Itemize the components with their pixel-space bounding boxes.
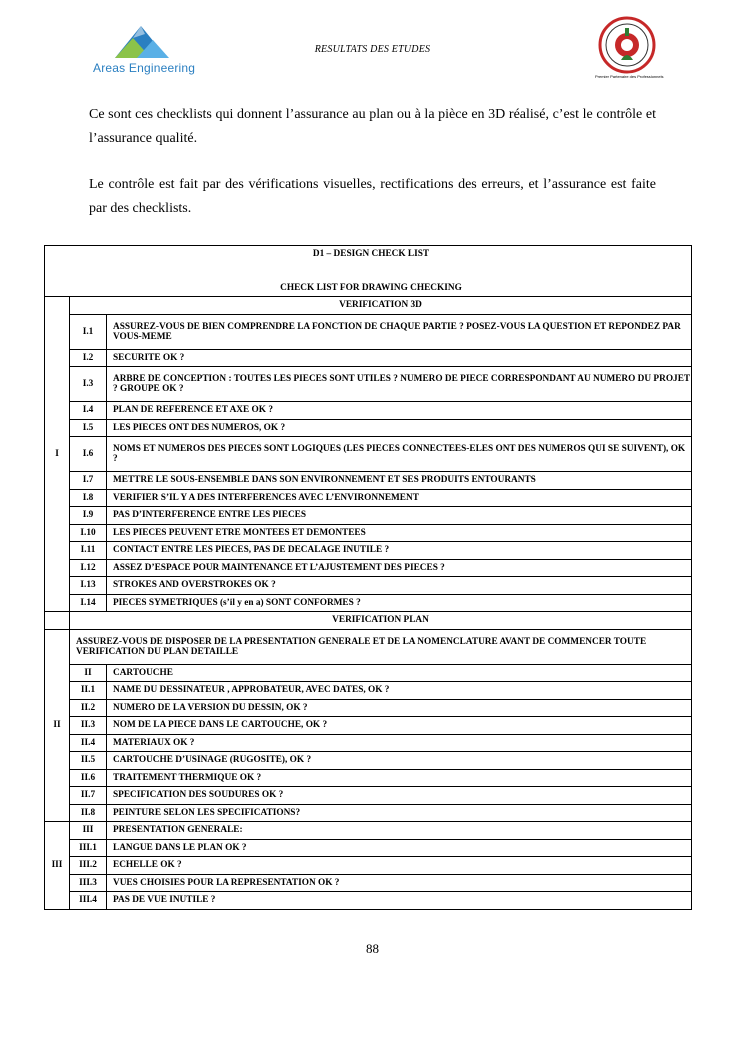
item-text: SECURITE OK ?	[107, 349, 692, 367]
table-row	[45, 349, 692, 367]
seal-tagline: Premier Partenaire des Professionnels	[595, 74, 664, 79]
table-row	[45, 559, 692, 577]
item-text: NOM DE LA PIECE DANS LE CARTOUCHE, OK ?	[107, 717, 692, 735]
item-text: CARTOUCHE D’USINAGE (RUGOSITE), OK ?	[107, 752, 692, 770]
section-intro-row	[45, 629, 692, 664]
table-row	[45, 769, 692, 787]
item-code: I.8	[70, 489, 107, 507]
item-code: I.7	[70, 472, 107, 490]
table-row	[45, 804, 692, 822]
mountain-logo-icon	[93, 24, 203, 62]
item-text: TRAITEMENT THERMIQUE OK ?	[107, 769, 692, 787]
item-text: PAS DE VUE INUTILE ?	[107, 892, 692, 910]
item-text: LANGUE DANS LE PLAN OK ?	[107, 839, 692, 857]
item-code: II.8	[70, 804, 107, 822]
table-row	[45, 874, 692, 892]
table-subtitle: CHECK LIST FOR DRAWING CHECKING	[280, 283, 462, 293]
item-code: I.1	[70, 314, 107, 349]
item-code: II.4	[70, 734, 107, 752]
section-intro: ASSUREZ-VOUS DE DISPOSER DE LA PRESENTATION GENERALE ET DE LA NOMENCLATURE AVANT DE COMMENCER TOUTE VERIFICATION DU PLAN DETAILLE	[70, 629, 692, 664]
table-row	[45, 664, 692, 682]
section-id: II	[45, 629, 70, 822]
table-row	[45, 314, 692, 349]
table-row	[45, 577, 692, 595]
item-text: CONTACT ENTRE LES PIECES, PAS DE DECALAGE INUTILE ?	[107, 542, 692, 560]
table-row	[45, 752, 692, 770]
item-text: PLAN DE REFERENCE ET AXE OK ?	[107, 402, 692, 420]
item-code: III.3	[70, 874, 107, 892]
item-code: II.5	[70, 752, 107, 770]
page-number: 88	[366, 941, 379, 956]
item-text: ASSUREZ-VOUS DE BIEN COMPRENDRE LA FONCTION DE CHAQUE PARTIE ? POSEZ-VOUS LA QUESTION ET REPONDEZ PAR VOUS-MEME	[107, 314, 692, 349]
item-text: NAME DU DESSINATEUR , APPROBATEUR, AVEC DATES, OK ?	[107, 682, 692, 700]
item-code: III	[70, 822, 107, 840]
item-text: CARTOUCHE	[107, 664, 692, 682]
item-code: I.14	[70, 594, 107, 612]
table-row	[45, 367, 692, 402]
item-code: I.5	[70, 419, 107, 437]
item-code: III.1	[70, 839, 107, 857]
table-row	[45, 594, 692, 612]
table-row	[45, 489, 692, 507]
table-header	[45, 246, 692, 297]
table-row	[45, 699, 692, 717]
table-row	[45, 402, 692, 420]
table-row	[45, 472, 692, 490]
item-text: STROKES AND OVERSTROKES OK ?	[107, 577, 692, 595]
table-row	[45, 717, 692, 735]
item-text: SPECIFICATION DES SOUDURES OK ?	[107, 787, 692, 805]
item-code: II	[70, 664, 107, 682]
table-row	[45, 857, 692, 875]
table-row	[45, 507, 692, 525]
section-id-empty	[45, 612, 70, 630]
section-id: I	[45, 297, 70, 612]
item-code: II.2	[70, 699, 107, 717]
table-header-row	[45, 246, 692, 297]
university-seal-logo	[595, 16, 664, 82]
item-code: II.3	[70, 717, 107, 735]
table-row	[45, 734, 692, 752]
section-heading-row	[45, 297, 692, 315]
item-text: NOMS ET NUMEROS DES PIECES SONT LOGIQUES (LES PIECES CONNECTEES-ELES ONT DES NUMEROS QUI SE SUIVENT), OK ?	[107, 437, 692, 472]
item-text: NUMERO DE LA VERSION DU DESSIN, OK ?	[107, 699, 692, 717]
table-row	[45, 524, 692, 542]
table-row	[45, 787, 692, 805]
table-row	[45, 682, 692, 700]
item-text: ARBRE DE CONCEPTION : TOUTES LES PIECES SONT UTILES ? NUMERO DE PIECE CORRESPONDANT AU NUMERO DU PROJET ? GROUPE OK ?	[107, 367, 692, 402]
paragraph-control-method: Le contrôle est fait par des vérifications visuelles, rectifications des erreurs, et l’assurance est faite par des checklists.	[89, 177, 656, 216]
item-code: I.11	[70, 542, 107, 560]
item-code: I.10	[70, 524, 107, 542]
section-id: III	[45, 822, 70, 910]
table-row	[45, 892, 692, 910]
section-heading-row	[45, 612, 692, 630]
table-row	[45, 419, 692, 437]
design-checklist-table	[44, 245, 692, 910]
table-row	[45, 437, 692, 472]
item-text: ASSEZ D’ESPACE POUR MAINTENANCE ET L’AJUSTEMENT DES PIECES ?	[107, 559, 692, 577]
table-row	[45, 542, 692, 560]
section-heading: VERIFICATION 3D	[70, 297, 692, 315]
item-text: VERIFIER S’IL Y A DES INTERFERENCES AVEC L’ENVIRONNEMENT	[107, 489, 692, 507]
item-text: PIECES SYMETRIQUES (s’il y en a) SONT CONFORMES ?	[107, 594, 692, 612]
table-row	[45, 822, 692, 840]
item-code: II.7	[70, 787, 107, 805]
item-text: LES PIECES PEUVENT ETRE MONTEES ET DEMONTEES	[107, 524, 692, 542]
table-row	[45, 839, 692, 857]
item-code: III.4	[70, 892, 107, 910]
item-code: I.12	[70, 559, 107, 577]
item-text: MATERIAUX OK ?	[107, 734, 692, 752]
item-code: II.6	[70, 769, 107, 787]
item-code: I.3	[70, 367, 107, 402]
item-code: III.2	[70, 857, 107, 875]
item-text: LES PIECES ONT DES NUMEROS, OK ?	[107, 419, 692, 437]
item-text: PEINTURE SELON LES SPECIFICATIONS?	[107, 804, 692, 822]
item-text: PAS D’INTERFERENCE ENTRE LES PIECES	[107, 507, 692, 525]
page-header-title: RESULTATS DES ETUDES	[314, 44, 431, 55]
item-text: ECHELLE OK ?	[107, 857, 692, 875]
paragraph-checklists-intro: Ce sont ces checklists qui donnent l’assurance au plan ou à la pièce en 3D réalisé, c’est le contrôle et l’assurance qualité.	[89, 107, 656, 146]
brand-name: Areas Engineering	[93, 61, 196, 75]
item-text: METTRE LE SOUS-ENSEMBLE DANS SON ENVIRONNEMENT ET SES PRODUITS ENTOURANTS	[107, 472, 692, 490]
item-code: I.13	[70, 577, 107, 595]
item-code: II.1	[70, 682, 107, 700]
item-code: I.9	[70, 507, 107, 525]
item-code: I.6	[70, 437, 107, 472]
item-text: VUES CHOISIES POUR LA REPRESENTATION OK ?	[107, 874, 692, 892]
item-text: PRESENTATION GENERALE:	[107, 822, 692, 840]
seal-icon	[595, 16, 659, 74]
item-code: I.4	[70, 402, 107, 420]
item-code: I.2	[70, 349, 107, 367]
section-heading: VERIFICATION PLAN	[70, 612, 692, 630]
table-title: D1 – DESIGN CHECK LIST	[312, 249, 430, 259]
